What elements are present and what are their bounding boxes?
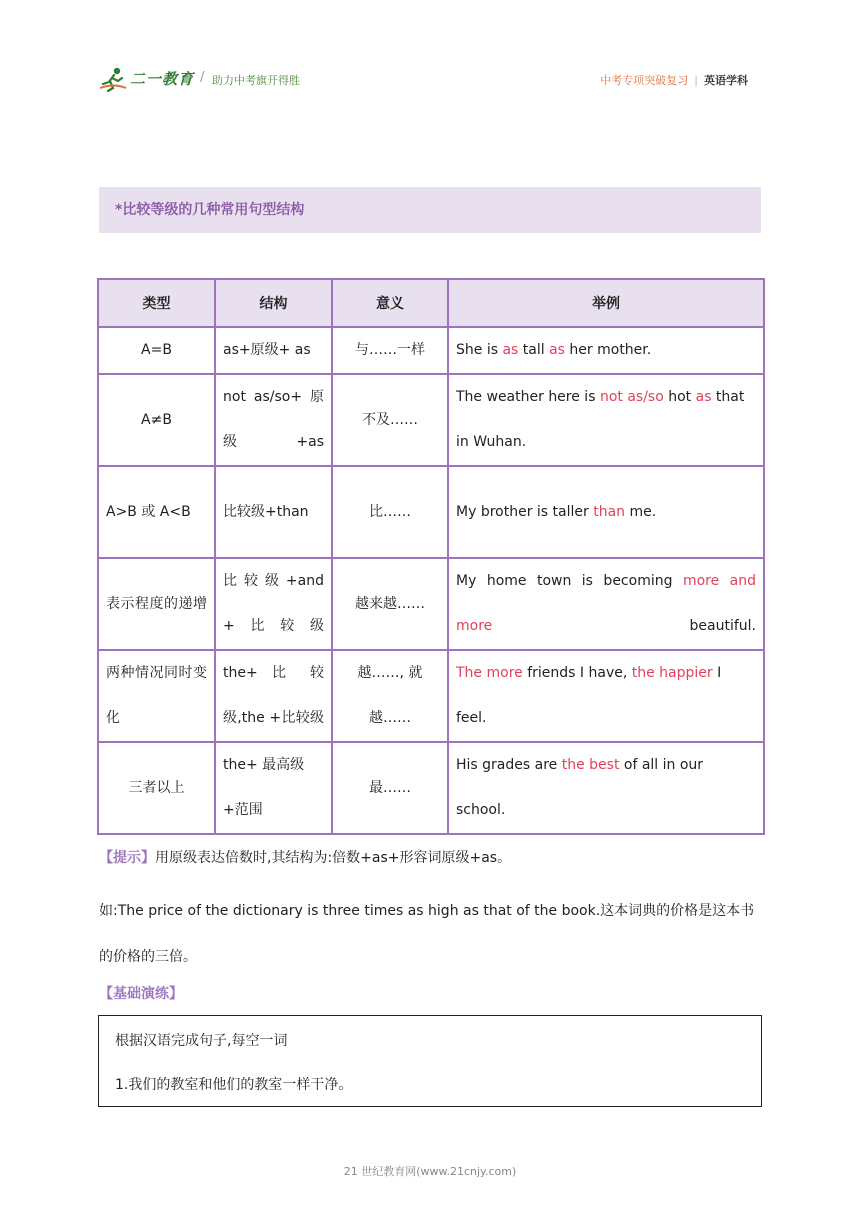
highlighted-phrase: as: [695, 389, 712, 405]
cell-type: A≠B: [98, 374, 215, 466]
example-text: her mother.: [564, 342, 652, 358]
highlighted-phrase: The more: [456, 665, 523, 681]
header-divider: /: [200, 70, 205, 85]
example-text: friends I have,: [522, 665, 632, 681]
brand-slogan: 助力中考旗开得胜: [212, 74, 300, 87]
highlighted-phrase: than: [593, 503, 626, 520]
cell-meaning: 不及……: [332, 374, 448, 466]
cell-example: [448, 374, 764, 466]
example-text: that in Wuhan.: [456, 389, 745, 450]
cell-meaning: 越来越……: [332, 558, 448, 650]
example-sentence: 如:The price of the dictionary is three times as high as that of the book.这本词典的价格是这本书的价格的三倍。: [99, 903, 755, 965]
practice-heading: 【基础演练】: [99, 986, 183, 1002]
exercise-box: [98, 1015, 762, 1107]
comparison-structures-table: [97, 278, 765, 835]
subject-name: 英语学科: [704, 74, 748, 87]
cell-structure: the+ 比 较 级,the +比较级: [215, 650, 332, 742]
cell-structure: not as/so+ 原级 +as: [215, 374, 332, 466]
cell-meaning: 比……: [332, 466, 448, 558]
cell-type: A=B: [98, 327, 215, 374]
cell-example: [448, 742, 764, 834]
table-row: [98, 650, 764, 742]
cell-type: 表示程度的递增: [98, 558, 215, 650]
cell-structure: as+原级+ as: [215, 327, 332, 374]
tip-text: 用原级表达倍数时,其结构为:倍数+as+形容词原级+as。: [155, 850, 512, 866]
highlighted-phrase: as: [502, 342, 519, 358]
table-row: [98, 466, 764, 558]
example-text: My brother is taller: [456, 503, 594, 520]
cell-type: 三者以上: [98, 742, 215, 834]
table-row: [98, 742, 764, 834]
table-row: [98, 374, 764, 466]
table-header-row: [98, 279, 764, 327]
page-footer: 21 世纪教育网(www.21cnjy.com): [343, 1165, 517, 1178]
example-text: I feel.: [456, 665, 722, 726]
example-text: She is: [456, 342, 503, 358]
highlighted-phrase: as: [549, 342, 565, 358]
highlighted-phrase: the happier: [631, 665, 713, 681]
cell-type: 两种情况同时变化: [98, 650, 215, 742]
highlighted-phrase: the best: [561, 757, 620, 773]
example-text: The weather here is: [456, 389, 600, 405]
example-text: hot: [663, 389, 696, 405]
example-text: tall: [518, 342, 550, 358]
highlighted-phrase: more and more: [456, 573, 756, 634]
table-row: [98, 558, 764, 650]
tip-label: 【提示】: [99, 850, 155, 866]
header-right-divider: |: [694, 74, 698, 87]
example-text: His grades are: [456, 757, 562, 773]
cell-structure: 比较级+and +比较级: [215, 558, 332, 650]
example-text: of all in our school.: [456, 757, 704, 818]
exercise-question-1: 1.我们的教室和他们的教室一样干净。: [115, 1077, 353, 1093]
cell-example: [448, 327, 764, 374]
tip-note: [99, 847, 511, 869]
exercise-instruction: 根据汉语完成句子,每空一词: [115, 1033, 288, 1049]
example-text: beautiful.: [492, 618, 756, 634]
cell-meaning: 越……, 就越……: [332, 650, 448, 742]
highlighted-phrase: not as/so: [599, 389, 664, 405]
header-meaning: 意义: [332, 279, 448, 327]
cell-meaning: 最……: [332, 742, 448, 834]
example-text: me.: [625, 503, 657, 520]
course-title: 中考专项突破复习: [600, 74, 689, 87]
cell-structure: the+ 最高级 +范围: [215, 742, 332, 834]
section-title: *比较等级的几种常用句型结构: [99, 187, 761, 233]
cell-example: [448, 558, 764, 650]
cell-structure: 比较级+than: [215, 466, 332, 558]
cell-meaning: 与……一样: [332, 327, 448, 374]
page-header: [100, 64, 762, 94]
header-example: 举例: [448, 279, 764, 327]
header-structure: 结构: [215, 279, 332, 327]
header-course-info: [600, 72, 748, 88]
cell-example: [448, 650, 764, 742]
cell-type: A>B 或 A<B: [98, 466, 215, 558]
table-row: [98, 327, 764, 374]
example-text: My home town is becoming: [456, 573, 683, 589]
cell-example: [448, 466, 764, 558]
brand-name: 二一教育: [130, 70, 195, 88]
header-type: 类型: [98, 279, 215, 327]
